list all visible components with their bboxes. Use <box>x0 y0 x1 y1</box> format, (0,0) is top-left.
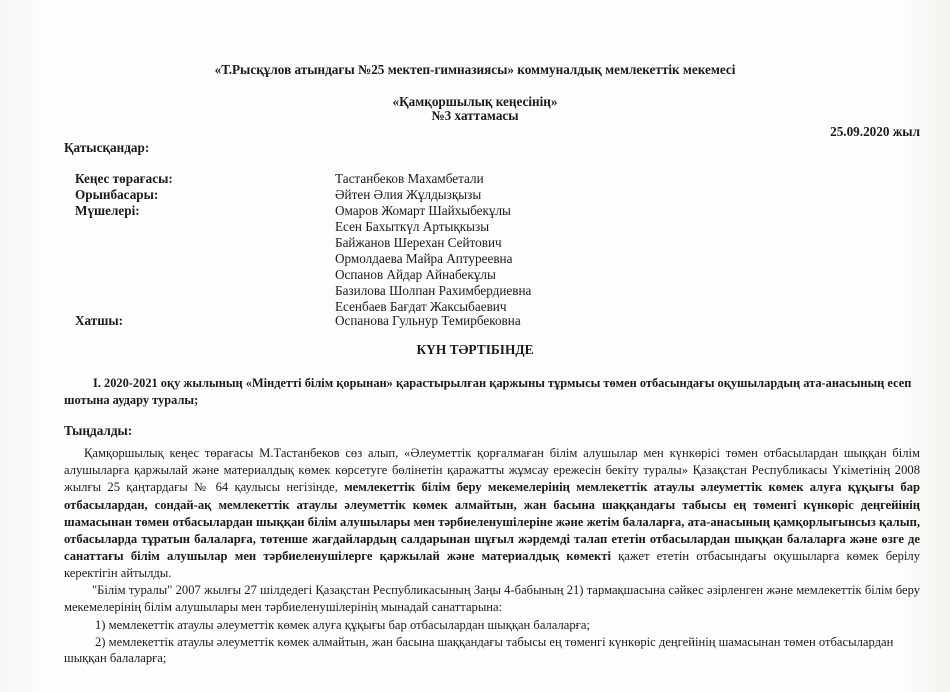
agenda-heading: КҮН ТӘРТІБІНДЕ <box>416 342 534 357</box>
list-item: 1) мемлекеттік атаулы әлеуметтік көмек алуға құқығы бар отбасылардан шыққан балаларға; <box>95 618 590 632</box>
heard-p1-emphasis: мемлекеттік білім беру мекемелерінің мемлекеттік атаулы әлеуметтік көмек алуға құқығы бар отбасылардан, сондай-ақ мемлекеттік атаулы әлеуметтік көмек алмайтын, жан басына шаққандағы табысы ең төменгі күнкөріс деңгейінің шамасынан төмен отбасылардан шыққан білім алушылары мен тәрбиеленушілеріне және жетім балаларға, ата-анасының қамқорлығынсыз қалып, отбасыларда тұратын балаларға, төтенше жағдайлардың салдарынан шұғыл жәрдемді талап ететін отбасылардан шыққан балаларға және өзге де санаттағы білім алушылар мен тәрбиеленушілерге қаржылай және материалдық көмекті <box>64 480 920 564</box>
list-item: 2) мемлекеттік атаулы әлеуметтік көмек алмайтын, жан басына шаққандағы табысы ең төменгі күнкөріс деңгейінің шамасынан төмен отбасылардан <box>95 635 894 649</box>
protocol-date: 25.09.2020 жыл <box>830 124 920 139</box>
institution-title: «Т.Рысқұлов атындағы №25 мектеп-гимназиясы» коммуналдық мемлекеттік мекемесі <box>214 62 736 77</box>
heard-p1-ending: қажет ететін отбасындағы оқушыларға көмек берілу керектігін айтылды. <box>64 549 920 581</box>
secretary-name: Оспанова Гульнур Темирбековна <box>335 313 521 328</box>
council-title: «Қамқоршылық кеңесінің» <box>392 94 558 109</box>
member-name: Байжанов Шерехан Сейтович <box>335 235 502 250</box>
member-name: Омаров Жомарт Шайхыбекұлы <box>335 203 511 218</box>
members-label: Мүшелері: <box>75 203 140 218</box>
list-item-continuation: шыққан балаларға; <box>64 651 167 665</box>
agenda-item-1: I. 2020-2021 оқу жылының «Міндетті білім қорынан» қарастырылған қаржыны тұрмысы төмен отбасындағы оқушылардың ата-анасының есеп <box>93 376 912 390</box>
deputy-name: Әйтен Әлия Жұлдызқызы <box>335 187 482 202</box>
member-name: Есен Бахыткүл Артықкызы <box>335 219 490 234</box>
agenda-item-1-continuation: шотына аудару туралы; <box>64 393 199 407</box>
chair-name: Тастанбеков Махамбетали <box>335 171 484 186</box>
chair-label: Кеңес төрағасы: <box>75 171 173 186</box>
member-name: Базилова Шолпан Рахимбердиевна <box>335 283 532 298</box>
deputy-label: Орынбасары: <box>75 187 159 202</box>
member-name: Оспанов Айдар Айнабекұлы <box>335 267 496 282</box>
member-name: Ормолдаева Майра Аптуреевна <box>335 251 513 266</box>
heard-paragraph-1 <box>64 445 920 583</box>
protocol-number: №3 хаттамасы <box>431 108 519 123</box>
participants-heading: Қатысқандар: <box>64 140 150 155</box>
heard-heading: Тыңдалды: <box>64 423 133 438</box>
member-name: Есенбаев Бағдат Жаксыбаевич <box>335 299 507 314</box>
secretary-label: Хатшы: <box>75 313 124 328</box>
heard-paragraph-2 <box>64 582 920 616</box>
heard-p2-text: "Білім туралы" 2007 жылғы 27 шілдедегі Қазақстан Республикасының Заңы 4-бабының 21) тармақшасына сәйкес әзірленген және мемлекеттік білім беру мекемелерінің білім алушылары мен тәрбиеленушілерінің мынадай санаттарына: <box>64 583 920 615</box>
heard-p1-intro: Қамқоршылық кеңес төрағасы М.Тастанбеков сөз алып, «Әлеуметтік қорғалмаған білім алушылар мен күнкөрісі төмен отбасылардан шыққан білім алушыларға қаржылай және материалдық көмек көрсетуге бөлінетін қаражатты жұмсау ережесін бекіту туралы» Қазақстан Республикасы Үкіметінің 2008 жылғы 25 қаңтардағы № 64 қаулысы негізінде, <box>64 446 920 495</box>
